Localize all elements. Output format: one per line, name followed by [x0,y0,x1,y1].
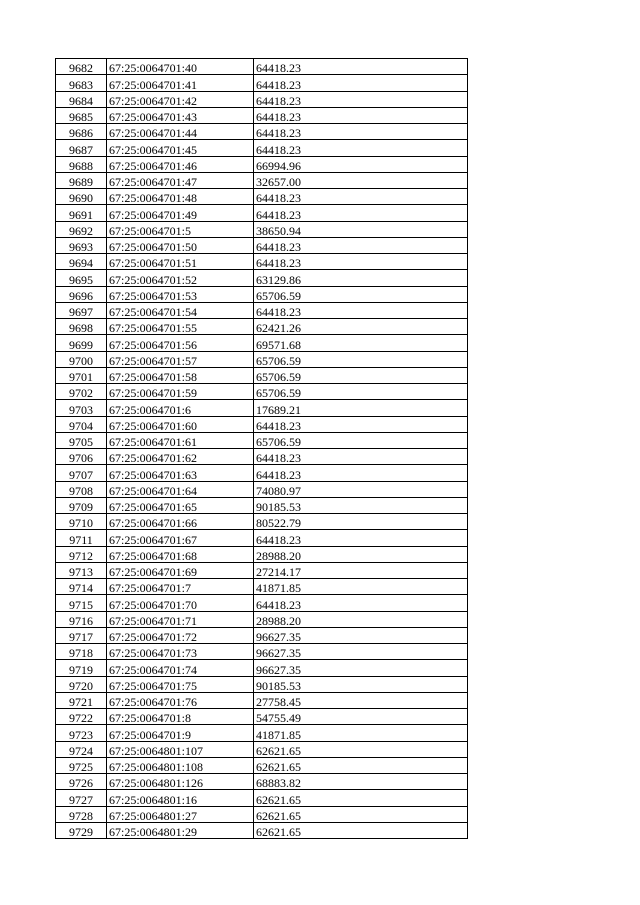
amount-cell: 90185.53 [254,497,468,513]
table-row [56,449,468,465]
table-row [56,725,468,741]
cadastral-number-cell: 67:25:0064701:48 [107,189,254,205]
amount-cell: 64418.23 [254,91,468,107]
row-number-cell: 9717 [56,627,107,643]
table-row [56,432,468,448]
cadastral-number-cell: 67:25:0064701:63 [107,465,254,481]
amount-cell: 64418.23 [254,124,468,140]
table-row [56,709,468,725]
row-number-cell: 9719 [56,660,107,676]
amount-cell: 38650.94 [254,221,468,237]
cadastral-number-cell: 67:25:0064801:108 [107,757,254,773]
cadastral-number-cell: 67:25:0064701:74 [107,660,254,676]
cadastral-number-cell: 67:25:0064701:73 [107,644,254,660]
cadastral-number-cell: 67:25:0064701:75 [107,676,254,692]
row-number-cell: 9726 [56,774,107,790]
row-number-cell: 9709 [56,497,107,513]
row-number-cell: 9715 [56,595,107,611]
table-row [56,319,468,335]
cadastral-number-cell: 67:25:0064701:43 [107,107,254,123]
row-number-cell: 9683 [56,75,107,91]
table-row [56,140,468,156]
amount-cell: 62621.65 [254,806,468,822]
row-number-cell: 9697 [56,302,107,318]
amount-cell: 65706.59 [254,367,468,383]
table-row [56,806,468,822]
row-number-cell: 9728 [56,806,107,822]
cadastral-number-cell: 67:25:0064701:55 [107,319,254,335]
amount-cell: 65706.59 [254,384,468,400]
table-row [56,497,468,513]
row-number-cell: 9725 [56,757,107,773]
row-number-cell: 9722 [56,709,107,725]
table-row [56,514,468,530]
cadastral-number-cell: 67:25:0064701:58 [107,367,254,383]
row-number-cell: 9688 [56,156,107,172]
table-row [56,790,468,806]
amount-cell: 64418.23 [254,75,468,91]
row-number-cell: 9713 [56,562,107,578]
row-number-cell: 9714 [56,579,107,595]
table-row [56,416,468,432]
row-number-cell: 9698 [56,319,107,335]
row-number-cell: 9690 [56,189,107,205]
cadastral-number-cell: 67:25:0064701:52 [107,270,254,286]
row-number-cell: 9723 [56,725,107,741]
cadastral-number-cell: 67:25:0064701:56 [107,335,254,351]
cadastral-number-cell: 67:25:0064701:67 [107,530,254,546]
amount-cell: 64418.23 [254,237,468,253]
table-row [56,254,468,270]
amount-cell: 64418.23 [254,140,468,156]
row-number-cell: 9687 [56,140,107,156]
table-row [56,124,468,140]
row-number-cell: 9727 [56,790,107,806]
amount-cell: 32657.00 [254,172,468,188]
amount-cell: 62621.65 [254,790,468,806]
row-number-cell: 9686 [56,124,107,140]
table-row [56,660,468,676]
amount-cell: 41871.85 [254,725,468,741]
amount-cell: 41871.85 [254,579,468,595]
row-number-cell: 9693 [56,237,107,253]
row-number-cell: 9700 [56,351,107,367]
table-row [56,465,468,481]
amount-cell: 96627.35 [254,627,468,643]
amount-cell: 64418.23 [254,59,468,75]
amount-cell: 17689.21 [254,400,468,416]
amount-cell: 62421.26 [254,319,468,335]
amount-cell: 62621.65 [254,741,468,757]
table-row [56,189,468,205]
row-number-cell: 9706 [56,449,107,465]
row-number-cell: 9694 [56,254,107,270]
cadastral-number-cell: 67:25:0064701:51 [107,254,254,270]
cadastral-number-cell: 67:25:0064701:6 [107,400,254,416]
row-number-cell: 9712 [56,546,107,562]
table-row [56,627,468,643]
row-number-cell: 9720 [56,676,107,692]
table-row [56,302,468,318]
table-row [56,579,468,595]
amount-cell: 65706.59 [254,351,468,367]
table-row [56,546,468,562]
amount-cell: 64418.23 [254,530,468,546]
cadastral-number-cell: 67:25:0064701:65 [107,497,254,513]
amount-cell: 80522.79 [254,514,468,530]
row-number-cell: 9685 [56,107,107,123]
table-row [56,822,468,838]
cadastral-number-cell: 67:25:0064701:57 [107,351,254,367]
table-row [56,692,468,708]
amount-cell: 64418.23 [254,595,468,611]
cadastral-number-cell: 67:25:0064701:76 [107,692,254,708]
table-row [56,595,468,611]
row-number-cell: 9707 [56,465,107,481]
amount-cell: 64418.23 [254,465,468,481]
amount-cell: 74080.97 [254,481,468,497]
amount-cell: 68883.82 [254,774,468,790]
table-row [56,611,468,627]
amount-cell: 63129.86 [254,270,468,286]
row-number-cell: 9718 [56,644,107,660]
cadastral-number-cell: 67:25:0064801:29 [107,822,254,838]
row-number-cell: 9682 [56,59,107,75]
row-number-cell: 9716 [56,611,107,627]
table-row [56,384,468,400]
row-number-cell: 9710 [56,514,107,530]
table-row [56,205,468,221]
cadastral-number-cell: 67:25:0064701:62 [107,449,254,465]
cadastral-number-cell: 67:25:0064701:60 [107,416,254,432]
cadastral-number-cell: 67:25:0064701:66 [107,514,254,530]
row-number-cell: 9711 [56,530,107,546]
table-row [56,156,468,172]
table-row [56,270,468,286]
amount-cell: 96627.35 [254,644,468,660]
cadastral-number-cell: 67:25:0064701:72 [107,627,254,643]
row-number-cell: 9729 [56,822,107,838]
amount-cell: 64418.23 [254,189,468,205]
table-row [56,757,468,773]
row-number-cell: 9692 [56,221,107,237]
cadastral-number-cell: 67:25:0064701:47 [107,172,254,188]
row-number-cell: 9691 [56,205,107,221]
table-row [56,367,468,383]
amount-cell: 64418.23 [254,416,468,432]
amount-cell: 27758.45 [254,692,468,708]
table-row [56,351,468,367]
amount-cell: 64418.23 [254,302,468,318]
cadastral-number-cell: 67:25:0064701:49 [107,205,254,221]
table-row [56,75,468,91]
table-row [56,400,468,416]
row-number-cell: 9705 [56,432,107,448]
cadastral-number-cell: 67:25:0064701:70 [107,595,254,611]
amount-cell: 69571.68 [254,335,468,351]
cadastral-number-cell: 67:25:0064801:16 [107,790,254,806]
cadastral-number-cell: 67:25:0064701:9 [107,725,254,741]
table-row [56,91,468,107]
table-row [56,741,468,757]
table-row [56,172,468,188]
row-number-cell: 9708 [56,481,107,497]
amount-cell: 64418.23 [254,254,468,270]
amount-cell: 64418.23 [254,107,468,123]
amount-cell: 28988.20 [254,611,468,627]
amount-cell: 65706.59 [254,432,468,448]
table-row [56,107,468,123]
cadastral-number-cell: 67:25:0064801:27 [107,806,254,822]
table-row [56,676,468,692]
table-row [56,237,468,253]
amount-cell: 64418.23 [254,205,468,221]
cadastral-number-cell: 67:25:0064701:53 [107,286,254,302]
cadastral-number-cell: 67:25:0064701:40 [107,59,254,75]
row-number-cell: 9702 [56,384,107,400]
row-number-cell: 9724 [56,741,107,757]
cadastral-number-cell: 67:25:0064701:68 [107,546,254,562]
row-number-cell: 9703 [56,400,107,416]
cadastral-number-cell: 67:25:0064701:59 [107,384,254,400]
amount-cell: 27214.17 [254,562,468,578]
row-number-cell: 9695 [56,270,107,286]
amount-cell: 62621.65 [254,757,468,773]
cadastral-number-cell: 67:25:0064701:8 [107,709,254,725]
table-row [56,481,468,497]
amount-cell: 62621.65 [254,822,468,838]
amount-cell: 28988.20 [254,546,468,562]
table-row [56,335,468,351]
cadastral-number-cell: 67:25:0064701:69 [107,562,254,578]
row-number-cell: 9699 [56,335,107,351]
row-number-cell: 9689 [56,172,107,188]
cadastral-number-cell: 67:25:0064701:46 [107,156,254,172]
amount-cell: 64418.23 [254,449,468,465]
cadastral-number-cell: 67:25:0064701:71 [107,611,254,627]
table-row [56,774,468,790]
cadastral-number-cell: 67:25:0064701:61 [107,432,254,448]
table-row [56,530,468,546]
amount-cell: 65706.59 [254,286,468,302]
table-row [56,221,468,237]
row-number-cell: 9704 [56,416,107,432]
cadastral-number-cell: 67:25:0064801:126 [107,774,254,790]
cadastral-number-cell: 67:25:0064801:107 [107,741,254,757]
row-number-cell: 9701 [56,367,107,383]
row-number-cell: 9684 [56,91,107,107]
parcel-table [55,58,468,839]
cadastral-number-cell: 67:25:0064701:5 [107,221,254,237]
cadastral-number-cell: 67:25:0064701:41 [107,75,254,91]
table-row [56,286,468,302]
amount-cell: 66994.96 [254,156,468,172]
cadastral-number-cell: 67:25:0064701:45 [107,140,254,156]
table-row [56,59,468,75]
cadastral-number-cell: 67:25:0064701:44 [107,124,254,140]
table-row [56,644,468,660]
cadastral-number-cell: 67:25:0064701:54 [107,302,254,318]
table-row [56,562,468,578]
amount-cell: 54755.49 [254,709,468,725]
parcel-table-body [56,59,468,839]
row-number-cell: 9696 [56,286,107,302]
cadastral-number-cell: 67:25:0064701:64 [107,481,254,497]
cadastral-number-cell: 67:25:0064701:42 [107,91,254,107]
cadastral-number-cell: 67:25:0064701:50 [107,237,254,253]
cadastral-number-cell: 67:25:0064701:7 [107,579,254,595]
amount-cell: 90185.53 [254,676,468,692]
amount-cell: 96627.35 [254,660,468,676]
row-number-cell: 9721 [56,692,107,708]
